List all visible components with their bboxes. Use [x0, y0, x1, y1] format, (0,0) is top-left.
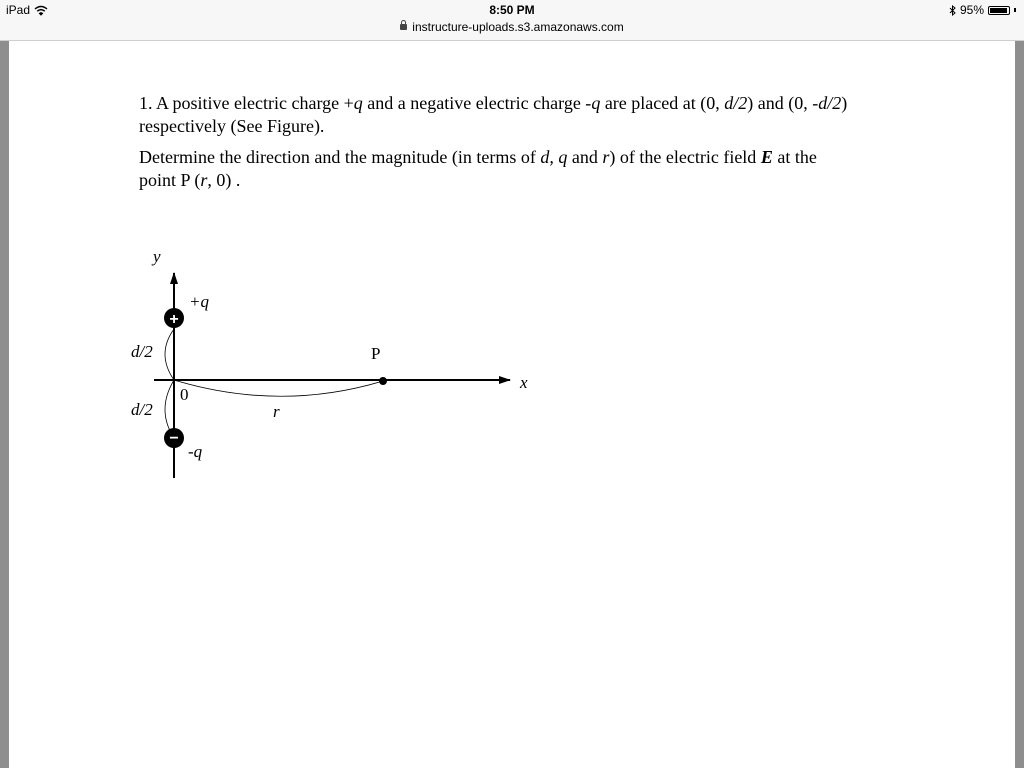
- r-distance-label: r: [273, 402, 280, 421]
- positive-charge-symbol: +: [169, 311, 179, 328]
- upper-distance-brace: [165, 329, 174, 380]
- device-name: iPad: [6, 3, 31, 17]
- origin-label: 0: [180, 385, 189, 404]
- r-distance-curve: [174, 380, 383, 396]
- point-p-label: P: [371, 344, 381, 363]
- positive-charge-label: +q: [189, 292, 209, 311]
- x-axis-label: x: [520, 373, 528, 392]
- status-time: 8:50 PM: [489, 3, 535, 17]
- negative-charge-label: -q: [188, 442, 203, 461]
- problem-statement: 1. A positive electric charge +q and a negative electric charge -q are placed at (0, d/2) and (0, -d/2) respectively (See Figure).: [139, 93, 848, 136]
- lower-distance-label: d/2: [131, 400, 153, 419]
- problem-question: Determine the direction and the magnitude (in terms of d, q and r) of the electric field E at the point P (r, 0) .: [139, 147, 817, 190]
- url-text: instructure-uploads.s3.amazonaws.com: [412, 20, 624, 34]
- point-p-dot: [379, 377, 387, 385]
- y-axis-label: y: [153, 247, 161, 266]
- battery-percent: 95%: [959, 3, 984, 17]
- negative-charge-symbol: −: [169, 430, 179, 447]
- upper-distance-label: d/2: [131, 342, 153, 361]
